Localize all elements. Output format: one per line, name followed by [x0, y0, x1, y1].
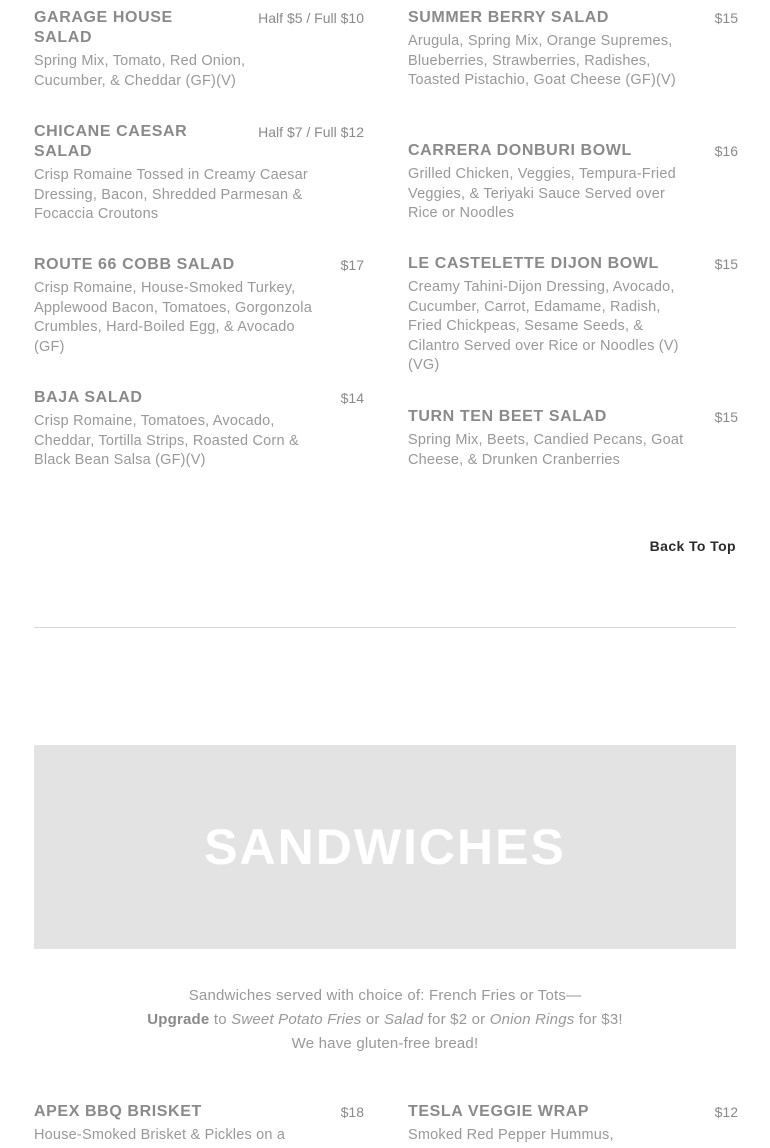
menu-item-summer-berry-salad	[408, 8, 738, 115]
menu-item-garage-house-salad	[34, 8, 364, 96]
item-price: $15	[714, 256, 738, 272]
item-price: Half $5 / Full $10	[258, 10, 364, 26]
item-description: Spring Mix, Tomato, Red Onion, Cucumber, & Cheddar (GF)(V)	[34, 53, 246, 89]
item-description: Arugula, Spring Mix, Orange Supremes, Blueberries, Strawberries, Radishes, Toasted Pistachio, Goat Cheese (GF)(V)	[408, 33, 676, 88]
salads-right-column	[408, 8, 738, 496]
notes-line-gluten-free: We have gluten-free bread!	[291, 1035, 479, 1052]
notes-text: or	[361, 1011, 384, 1028]
item-description: Grilled Chicken, Veggies, Tempura-Fried Veggies, & Teriyaki Sauce Served over Rice or Noodles	[408, 166, 676, 221]
menu-item-tesla-veggie-wrap	[408, 1102, 738, 1146]
item-name: LE CASTELETTE DIJON BOWL	[408, 255, 659, 272]
item-name: CARRERA DONBURI BOWL	[408, 142, 632, 159]
item-name: TESLA VEGGIE WRAP	[408, 1103, 590, 1120]
item-description: Creamy Tahini-Dijon Dressing, Avocado, Cucumber, Carrot, Edamame, Radish, Fried Chickpeas, Sesame Seeds, & Cilantro Served over Rice or Noodles (V)(VG)	[408, 279, 679, 373]
menu-item-le-castelette-dijon-bowl	[408, 254, 738, 381]
menu-item-apex-bbq-brisket	[34, 1102, 364, 1146]
sandwich-notes	[34, 984, 736, 1056]
item-price: $18	[340, 1104, 364, 1120]
notes-text: for $2 or	[423, 1011, 490, 1028]
item-name: ROUTE 66 COBB SALAD	[34, 256, 235, 273]
item-description: Crisp Romaine, House-Smoked Turkey, Applewood Bacon, Tomatoes, Gorgonzola Crumbles, Hard-Boiled Egg, & Avocado (GF)	[34, 280, 312, 355]
notes-option-salad: Salad	[383, 1011, 424, 1028]
notes-text: to	[209, 1011, 232, 1028]
sandwiches-right-column	[408, 1102, 738, 1148]
menu-item-turn-ten-beet-salad	[408, 407, 738, 470]
notes-text: for $3!	[574, 1011, 623, 1028]
item-price: $16	[714, 143, 738, 159]
item-name: TURN TEN BEET SALAD	[408, 408, 607, 425]
item-price: $12	[714, 1104, 738, 1120]
section-banner-sandwiches	[34, 745, 736, 949]
item-price: $15	[714, 409, 738, 425]
sandwiches-left-column	[34, 1102, 364, 1148]
menu-item-carrera-donburi-bowl	[408, 141, 738, 228]
section-divider	[34, 627, 736, 628]
item-price: $14	[340, 390, 364, 406]
menu-item-route-66-cobb-salad	[34, 255, 364, 362]
back-to-top-link[interactable]: Back To Top	[649, 538, 736, 554]
notes-line-upgrade	[34, 1008, 736, 1032]
item-price: Half $7 / Full $12	[258, 124, 364, 140]
notes-line-sides: Sandwiches served with choice of: French Fries or Tots—	[188, 987, 582, 1004]
notes-option-sweet-potato: Sweet Potato Fries	[231, 1011, 362, 1028]
menu-item-chicane-caesar-salad	[34, 122, 364, 229]
upgrade-label: Upgrade	[147, 1011, 210, 1028]
item-description: Crisp Romaine, Tomatoes, Avocado, Cheddar, Tortilla Strips, Roasted Corn & Black Bean Salsa (GF)(V)	[34, 413, 299, 468]
notes-option-onion-rings: Onion Rings	[489, 1011, 575, 1028]
item-name: GARAGE HOUSE SALAD	[34, 9, 173, 46]
item-name: CHICANE CAESAR SALAD	[34, 123, 188, 160]
section-title: SANDWICHES	[204, 819, 566, 875]
item-description: Crisp Romaine Tossed in Creamy Caesar Dressing, Bacon, Shredded Parmesan & Focaccia Croutons	[34, 167, 308, 222]
salads-left-column	[34, 8, 364, 497]
item-price: $15	[714, 10, 738, 26]
item-description: House-Smoked Brisket & Pickles on a	[34, 1127, 286, 1143]
item-name: APEX BBQ BRISKET	[34, 1103, 202, 1120]
item-description: Smoked Red Pepper Hummus,	[408, 1127, 614, 1143]
menu-item-baja-salad	[34, 388, 364, 471]
item-description: Spring Mix, Beets, Candied Pecans, Goat Cheese, & Drunken Cranberries	[408, 432, 684, 468]
item-name: SUMMER BERRY SALAD	[408, 9, 610, 26]
item-name: BAJA SALAD	[34, 389, 143, 406]
item-price: $17	[340, 257, 364, 273]
